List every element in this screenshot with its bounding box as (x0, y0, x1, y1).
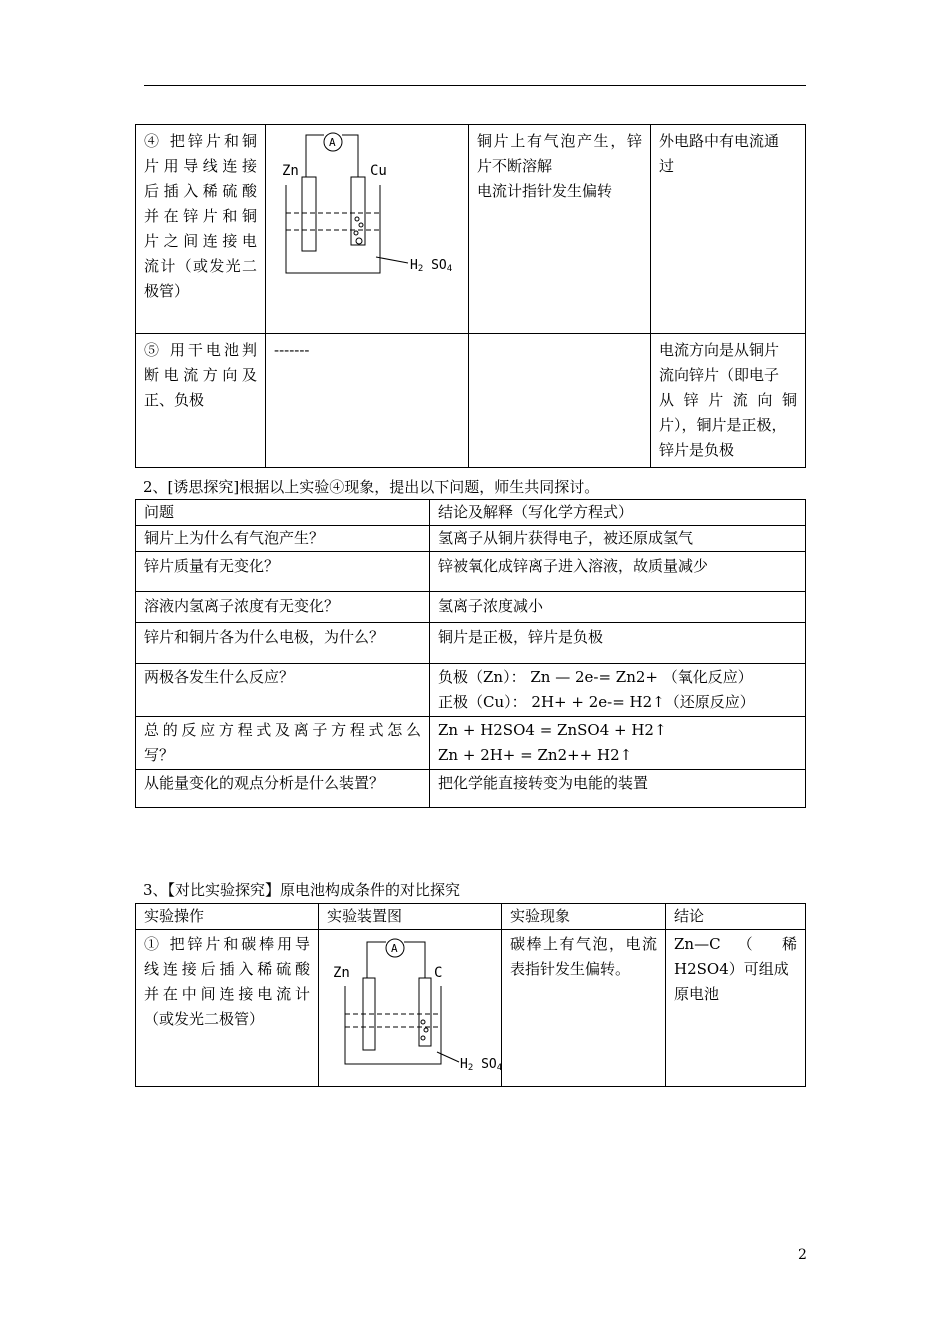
question-cell: 两极各发生什么反应？ (136, 664, 430, 717)
column-header: 实验装置图 (319, 904, 502, 930)
placeholder-dashes: ------- (274, 341, 310, 359)
question-cell: 锌片质量有无变化？ (136, 552, 430, 592)
text-line: 锌片是负极 (659, 441, 735, 459)
table-row (136, 717, 806, 770)
column-header: 结论及解释（写化学方程式） (430, 500, 806, 526)
header-rule (144, 85, 806, 86)
table-header-row (136, 500, 806, 526)
text-line: 片），铜片是正极， (659, 416, 787, 434)
text-line: 极管） (144, 282, 190, 300)
text-line: H2SO4）可组成 (674, 960, 789, 978)
answer-cell: 氢离子从铜片获得电子，被还原成氢气 (430, 526, 806, 552)
experiment-table-1 (135, 124, 806, 468)
text-line: 负极（Zn）： Zn — 2e-= Zn2+ （氧化反应） (438, 668, 753, 686)
text-line: 总的反应方程式及离子方程式怎么 (144, 721, 421, 739)
table-header-row (136, 904, 806, 930)
text-line: ⑤ 用干电池判 (144, 341, 257, 359)
text-line: 正、负极 (144, 391, 205, 409)
text-line: 电流方向是从铜片 (659, 341, 780, 359)
ammeter-label: A (329, 136, 336, 149)
text-line: 电流计指针发生偏转 (477, 182, 613, 200)
device-diagram-cell (266, 125, 469, 334)
comparison-table (135, 903, 806, 1087)
text-line: 断电流方向及 (144, 366, 257, 384)
question-cell: 溶液内氢离子浓度有无变化？ (136, 592, 430, 623)
answer-cell (430, 664, 806, 717)
phenomenon-cell (469, 334, 651, 468)
acid-label: H2 SO4 (410, 258, 453, 274)
operation-cell (136, 125, 266, 334)
table-row (136, 125, 806, 334)
column-header: 结论 (666, 904, 806, 930)
device-diagram-cell (319, 930, 502, 1087)
text-line: 并在锌片和铜 (144, 207, 257, 225)
inquiry-table (135, 499, 806, 808)
phenomenon-cell (469, 125, 651, 334)
question-cell: 铜片上为什么有气泡产生？ (136, 526, 430, 552)
column-header: 实验现象 (502, 904, 666, 930)
answer-cell: 铜片是正极，锌片是负极 (430, 623, 806, 664)
operation-cell (136, 930, 319, 1087)
section-3-heading: 3、【对比实验探究】原电池构成条件的对比探究 (143, 881, 461, 899)
conclusion-cell (651, 125, 806, 334)
table-row (136, 770, 806, 808)
text-line: 并在中间连接电流计 (144, 985, 310, 1003)
conclusion-cell (651, 334, 806, 468)
copper-electrode (351, 177, 365, 245)
cu-label: Cu (370, 163, 387, 179)
text-line: 流向锌片（即电子 (659, 366, 780, 384)
text-line: 过 (659, 157, 675, 175)
text-line: 原电池 (674, 985, 720, 1003)
text-line: 流计（或发光二 (144, 257, 257, 275)
text-line: 碳棒上有气泡，电流 (510, 935, 657, 953)
phenomenon-cell (502, 930, 666, 1087)
table-row (136, 930, 806, 1087)
text-line: （或发光二极管） (144, 1010, 265, 1028)
text-line: 从锌片流向铜 (659, 391, 797, 409)
text-line: 线连接后插入稀硫酸 (144, 960, 310, 978)
zn-label: Zn (282, 163, 299, 179)
page-number: 2 (798, 1247, 807, 1263)
carbon-label: C (434, 965, 443, 981)
text-line: 外电路中有电流通 (659, 132, 780, 150)
text-line: 片不断溶解 (477, 157, 553, 175)
text-line: 铜片上有气泡产生，锌 (477, 132, 642, 150)
table-row (136, 623, 806, 664)
text-line: 表指针发生偏转。 (510, 960, 631, 978)
text-line: ① 把锌片和碳棒用导 (144, 935, 310, 953)
operation-cell (136, 334, 266, 468)
acid-label: H2 SO4 (460, 1057, 503, 1073)
answer-cell: 把化学能直接转变为电能的装置 (430, 770, 806, 808)
text-line: Zn—C （ 稀 (674, 935, 797, 953)
device-cell (266, 334, 469, 468)
table-row (136, 664, 806, 717)
table-row (136, 526, 806, 552)
text-line: Zn + H2SO4 = ZnSO4 + H2↑ (438, 721, 667, 739)
text-line: 片之间连接电 (144, 232, 257, 250)
table-row (136, 334, 806, 468)
text-line: 后插入稀硫酸 (144, 182, 257, 200)
table-row (136, 552, 806, 592)
question-cell (136, 717, 430, 770)
text-line: 写？ (144, 746, 175, 764)
text-line: 正极（Cu）： 2H+ + 2e-= H2↑（还原反应） (438, 693, 755, 711)
carbon-electrode (419, 978, 431, 1046)
ammeter-label: A (391, 942, 398, 955)
column-header: 实验操作 (136, 904, 319, 930)
galvanic-cell-diagram-zn-cu (266, 125, 468, 325)
text-line: 片用导线连接 (144, 157, 257, 175)
text-line: Zn + 2H+ = Zn2++ H2↑ (438, 746, 633, 764)
text-line: ④ 把锌片和铜 (144, 132, 257, 150)
galvanic-cell-diagram-zn-c (319, 930, 501, 1078)
section-2-heading: 2、[诱思探究]根据以上实验④现象，提出以下问题，师生共同探讨。 (143, 478, 600, 496)
answer-cell: 氢离子浓度减小 (430, 592, 806, 623)
table-row (136, 592, 806, 623)
zinc-electrode (302, 177, 316, 251)
question-cell: 从能量变化的观点分析是什么装置？ (136, 770, 430, 808)
zn-label: Zn (333, 965, 350, 981)
answer-cell: 锌被氧化成锌离子进入溶液，故质量减少 (430, 552, 806, 592)
column-header: 问题 (136, 500, 430, 526)
question-cell: 锌片和铜片各为什么电极，为什么？ (136, 623, 430, 664)
conclusion-cell (666, 930, 806, 1087)
answer-cell (430, 717, 806, 770)
